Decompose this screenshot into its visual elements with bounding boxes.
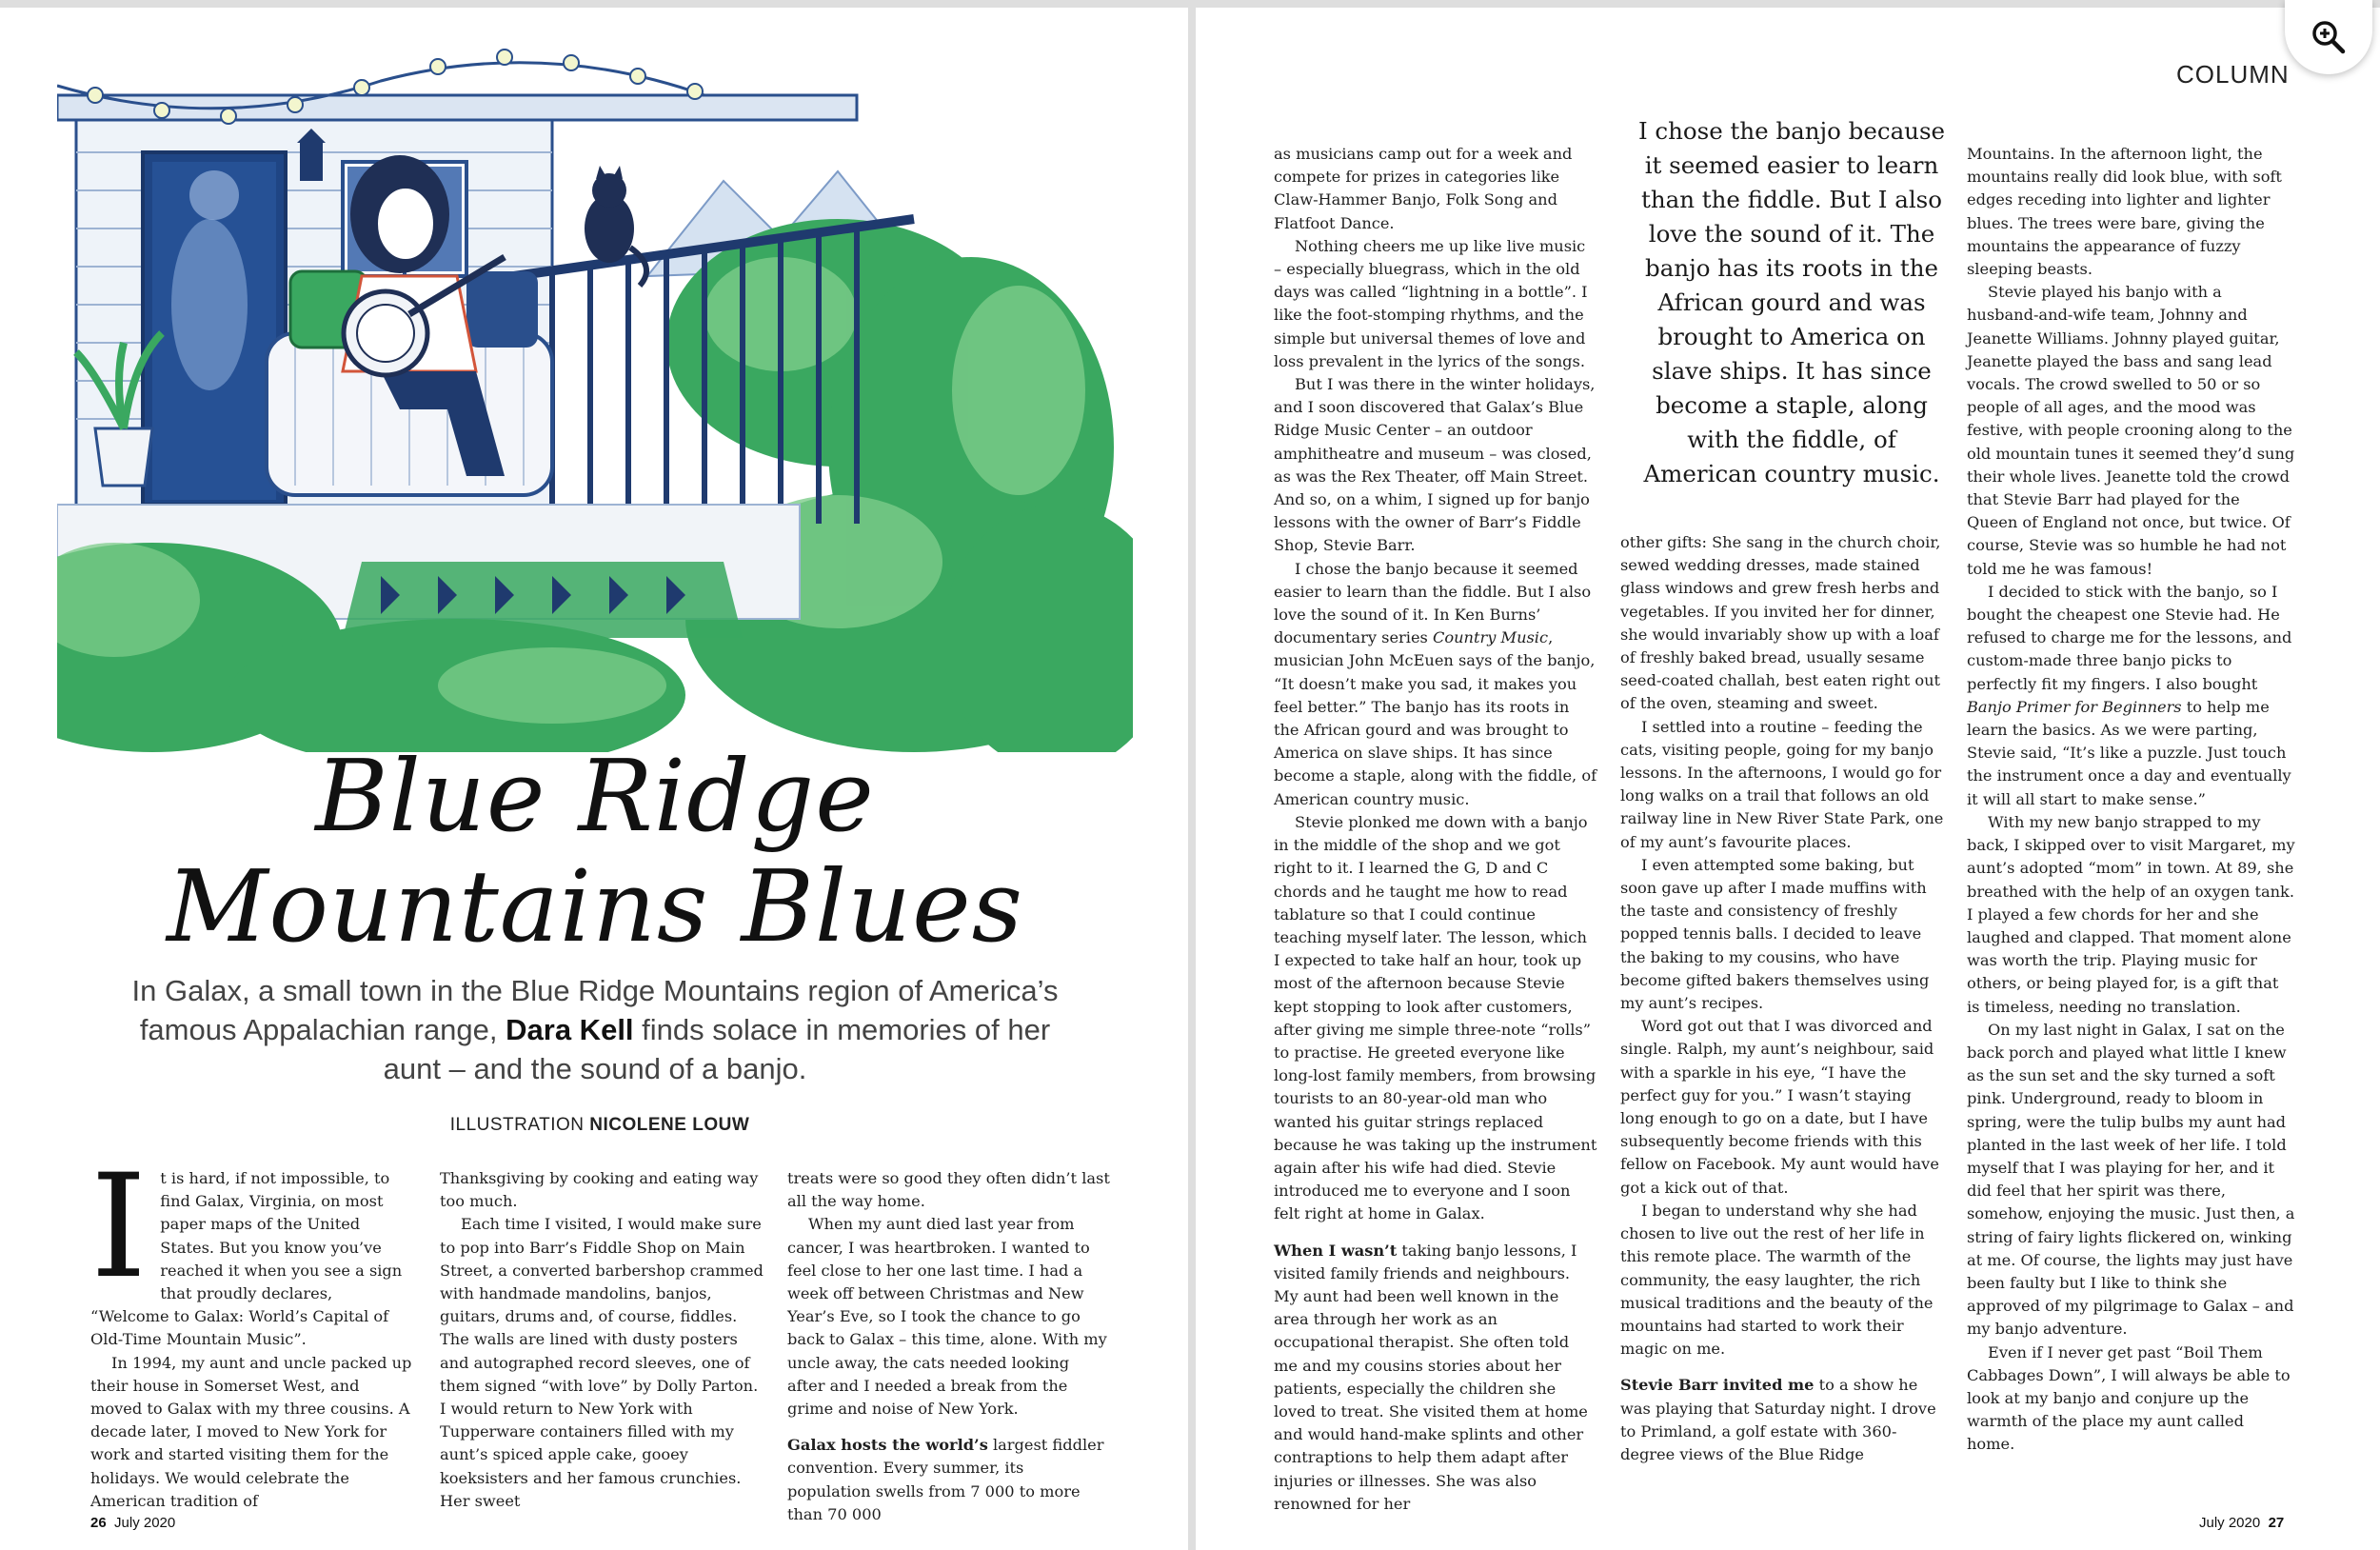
author-name: Dara Kell <box>506 1013 634 1046</box>
run-in-heading: Stevie Barr invited me <box>1620 1376 1815 1395</box>
magnifier-plus-icon <box>2311 19 2347 55</box>
paragraph: Thanksgiving by cooking and eating way too much. <box>440 1169 759 1211</box>
section-label: COLUMN <box>2176 60 2290 89</box>
paragraph: Stevie played his banjo with a husband-and-wife team, Johnny and Jeanette Williams. Johnny played guitar, Jeanette played the bass and sang lead vocals. The crowd swelled to 50 or so people of all ages, and the mood was festive, with people crooning along to the old mountain tunes it seemed they’d sung their whole lives. Jeanette told the crowd that Stevie Barr had played for the Queen of England not once, but twice. Of course, Stevie was so humble he had not told me he was famous! <box>1967 283 2295 578</box>
run-in-heading: Galax hosts the world’s <box>787 1436 988 1455</box>
paragraph: In 1994, my aunt and uncle packed up their house in Somerset West, and moved to Galax with my three cousins. A decade later, I moved to New York for work and started visiting them for the holidays. We would celebrate the American tradition of <box>90 1353 412 1510</box>
paragraph: Word got out that I was divorced and single. Ralph, my aunt’s neighbour, said with a sparkle in his eye, “I have the perfect guy for you.” I wasn’t staying long enough to go on a date, but I have subsequently become friends with this fellow on Facebook. My aunt would have got a kick out of that. <box>1620 1017 1939 1197</box>
pull-quote: I chose the banjo because it seemed easier to learn than the fiddle. But I also love the sound of it. The banjo has its roots in the African gourd and was brought to America on slave ships. It has since become a staple, along with the fiddle, of American country music. <box>1637 117 1946 487</box>
paragraph-text: largest fiddler convention. Every summer, its population swells from 7 000 to more than 70 000 <box>787 1436 1104 1523</box>
paragraph-text: I chose the banjo because it seemed easier to learn than the fiddle. But I also love the sound of it. In Ken Burns’ documentary series <box>1274 559 1592 647</box>
paragraph <box>787 1434 1111 1526</box>
illustrator-name: NICOLENE LOUW <box>589 1115 750 1135</box>
body-column-1 <box>90 1144 414 1513</box>
title-line-1: Blue Ridge <box>315 738 875 854</box>
issue-date-left: July 2020 <box>114 1515 176 1531</box>
credit-label: ILLUSTRATION <box>449 1115 590 1135</box>
paragraph: I even attempted some baking, but soon gave up after I made muffins with the taste and consistency of freshly popped tennis balls. I decided to leave the baking to my cousins, who have become gifted bakers themselves using my aunt’s recipes. <box>1620 855 1930 1013</box>
paragraph: Nothing cheers me up like live music – especially bluegrass, which in the old days was called “lightning in a bottle”. I like the foot-stomping rhythms, and the simple but universal themes of love and loss prevalent in the lyrics of the songs. <box>1274 236 1588 370</box>
paragraph-text: to help me learn the basics. As we were parting, Stevie said, “It’s like a puzzle. Just touch the instrument once a day and eventually it will all start to make sense.” <box>1967 697 2291 808</box>
paragraph: as musicians camp out for a week and compete for prizes in categories like Claw-Hammer Banjo, Folk Song and Flatfoot Dance. <box>1274 145 1573 232</box>
paragraph: treats were so good they often didn’t last all the way home. <box>787 1169 1110 1211</box>
paragraph <box>1274 558 1597 811</box>
paragraph: On my last night in Galax, I sat on the back porch and played what little I knew as the sun set and the sky turned a soft pink. Underground, ready to bloom in spring, were the tulip bulbs my aunt had planted in the last week of her life. I told myself that I was playing for her, and it did feel that her spirit was there, somehow, enjoying the music. Just then, a string of fairy lights flickered on, winking at me. Of course, the lights may just have been faulty but I like to think she approved of my pilgrimage to Galax – and my banjo adventure. <box>1967 1020 2295 1339</box>
drop-cap: I <box>90 1144 148 1310</box>
body-column-4 <box>1274 143 1597 1516</box>
body-column-3 <box>787 1167 1111 1526</box>
book-title: Banjo Primer for Beginners <box>1967 697 2182 716</box>
standfirst <box>124 971 1066 1088</box>
paragraph: But I was there in the winter holidays, and I soon discovered that Galax’s Blue Ridge Music Center – an outdoor amphitheatre and museum – was closed, as was the Rex Theater, off Main Street. And so, on a whim, I signed up for banjo lessons with the owner of Barr’s Fiddle Shop, Stevie Barr. <box>1274 375 1596 555</box>
paragraph-text: to a show he was playing that Saturday night. I drove to Primland, a golf estate with 360-degree views of the Blue Ridge <box>1620 1376 1936 1463</box>
folio-left <box>90 1515 175 1531</box>
paragraph: I settled into a routine – feeding the cats, visiting people, going for my banjo lessons. In the afternoons, I would go for long walks on a trail that follows an old railway line in New River State Park, one of my aunt’s favourite places. <box>1620 717 1944 851</box>
standfirst-part-1: In Galax, a small town in the Blue Ridge Mountains region of America’s famous Appalachian range, <box>131 974 1059 1046</box>
issue-date-right: July 2020 <box>2199 1515 2261 1531</box>
paragraph: other gifts: She sang in the church choir, sewed wedding dresses, made stained glass windows and grew fresh herbs and vegetables. If you invited her for dinner, she would invariably show up with a loaf of freshly baked bread, usually sesame seed-coated challah, best eaten right out of the oven, steaming and sweet. <box>1620 533 1941 713</box>
paragraph: Mountains. In the afternoon light, the mountains really did look blue, with soft edges receding into lighter and lighter blues. The trees were bare, giving the mountains the appearance of fuzzy sleeping beasts. <box>1967 145 2282 279</box>
body-column-2 <box>440 1167 764 1513</box>
body-column-5 <box>1620 531 1944 1466</box>
article-title <box>38 738 1152 964</box>
paragraph <box>1620 1374 1944 1466</box>
paragraph-text: t is hard, if not impossible, to find Galax, Virginia, on most paper maps of the United States. But you know you’ve reached it when you see a sign that proudly declares, “Welcome to Galax: World’s Capital of Old-Time Mountain Music”. <box>90 1169 403 1349</box>
paragraph: Each time I visited, I would make sure to pop into Barr’s Fiddle Shop on Main Street, a converted barbershop crammed with handmade mandolins, banjos, guitars, drums and, of course, fiddles. The walls are lined with dusty posters and autographed record sleeves, one of them signed “with love” by Dolly Parton. I would return to New York with Tupperware containers filled with my aunt’s spiced apple cake, gooey koeksisters and her famous crunchies. Her sweet <box>440 1215 764 1510</box>
paragraph: With my new banjo strapped to my back, I skipped over to visit Margaret, my aunt’s adopted “mom” in town. At 89, she breathed with the help of an oxygen tank. I played a few chords for her and she laughed and clapped. That moment alone was worth the trip. Playing music for others, or being played for, is a gift that is timeless, needing no translation. <box>1967 812 2295 1016</box>
paragraph-text: taking banjo lessons, I visited family friends and neighbours. My aunt had been well known in the area through her work as an occupational therapist. She often told me and my cousins stories about her patients, especially the children she loved to treat. She visited them at home and would hand-make splints and other contraptions to help them adapt after injuries or illnesses. She was also renowned for her <box>1274 1241 1588 1513</box>
page-number-left: 26 <box>90 1515 107 1531</box>
run-in-heading: When I wasn’t <box>1274 1241 1398 1260</box>
paragraph-text: , musician John McEuen says of the banjo, “It doesn’t make you sad, it makes you feel better.” The banjo has its roots in the African gourd and was brought to America on slave ships. It has since become a staple, along with the fiddle, of American country music. <box>1274 628 1597 808</box>
paragraph <box>1967 581 2295 811</box>
right-page <box>1196 8 2380 1550</box>
paragraph <box>1274 1240 1597 1516</box>
paragraph: Stevie plonked me down with a banjo in the middle of the shop and we got right to it. I learned the G, D and C chords and he taught me how to read tablature so that I could continue teaching myself later. The lesson, which I expected to take half an hour, took up most of the afternoon because Stevie kept stopping to look after customers, after giving me simple three-note “rolls” to practise. He greeted everyone like long-lost family members, from browsing tourists to an 80-year-old man who wanted his guitar strings replaced because he was taking up the instrument again after his wife had died. Stevie introduced me to everyone and I soon felt right at home in Galax. <box>1274 812 1597 1223</box>
body-column-6 <box>1967 143 2295 1457</box>
paragraph: Even if I never get past “Boil Them Cabbages Down”, I will always be able to look at my banjo and conjure up the warmth of the place my aunt called home. <box>1967 1342 2291 1454</box>
illustration-credit <box>0 1115 1188 1136</box>
paragraph: I began to understand why she had chosen to live out the rest of her life in this remote place. The warmth of the community, the easy laughter, the rich musical traditions and the beauty of the mountains had started to work their magic on me. <box>1620 1201 1934 1359</box>
title-line-2: Mountains Blues <box>166 848 1024 964</box>
paragraph-text: I decided to stick with the banjo, so I bought the cheapest one Stevie had. He refused to charge me for the lessons, and custom-made three banjo picks to perfectly fit my fingers. I also bought <box>1967 582 2292 693</box>
paragraph <box>90 1144 414 1352</box>
paragraph: When my aunt died last year from cancer, I was heartbroken. I wanted to feel close to her one last time. I had a week off between Christmas and New Year’s Eve, so I took the chance to go back to Galax – this time, alone. With my uncle away, the cats needed looking after and I needed a break from the grime and noise of New York. <box>787 1215 1107 1419</box>
standfirst-part-2: finds solace in memories of her aunt – and the sound of a banjo. <box>383 1013 1051 1085</box>
series-title: Country Music <box>1432 628 1549 647</box>
left-page <box>0 8 1188 1550</box>
page-number-right: 27 <box>2268 1515 2285 1531</box>
porch-banjo-illustration <box>57 29 1133 752</box>
folio-right <box>2199 1515 2284 1531</box>
